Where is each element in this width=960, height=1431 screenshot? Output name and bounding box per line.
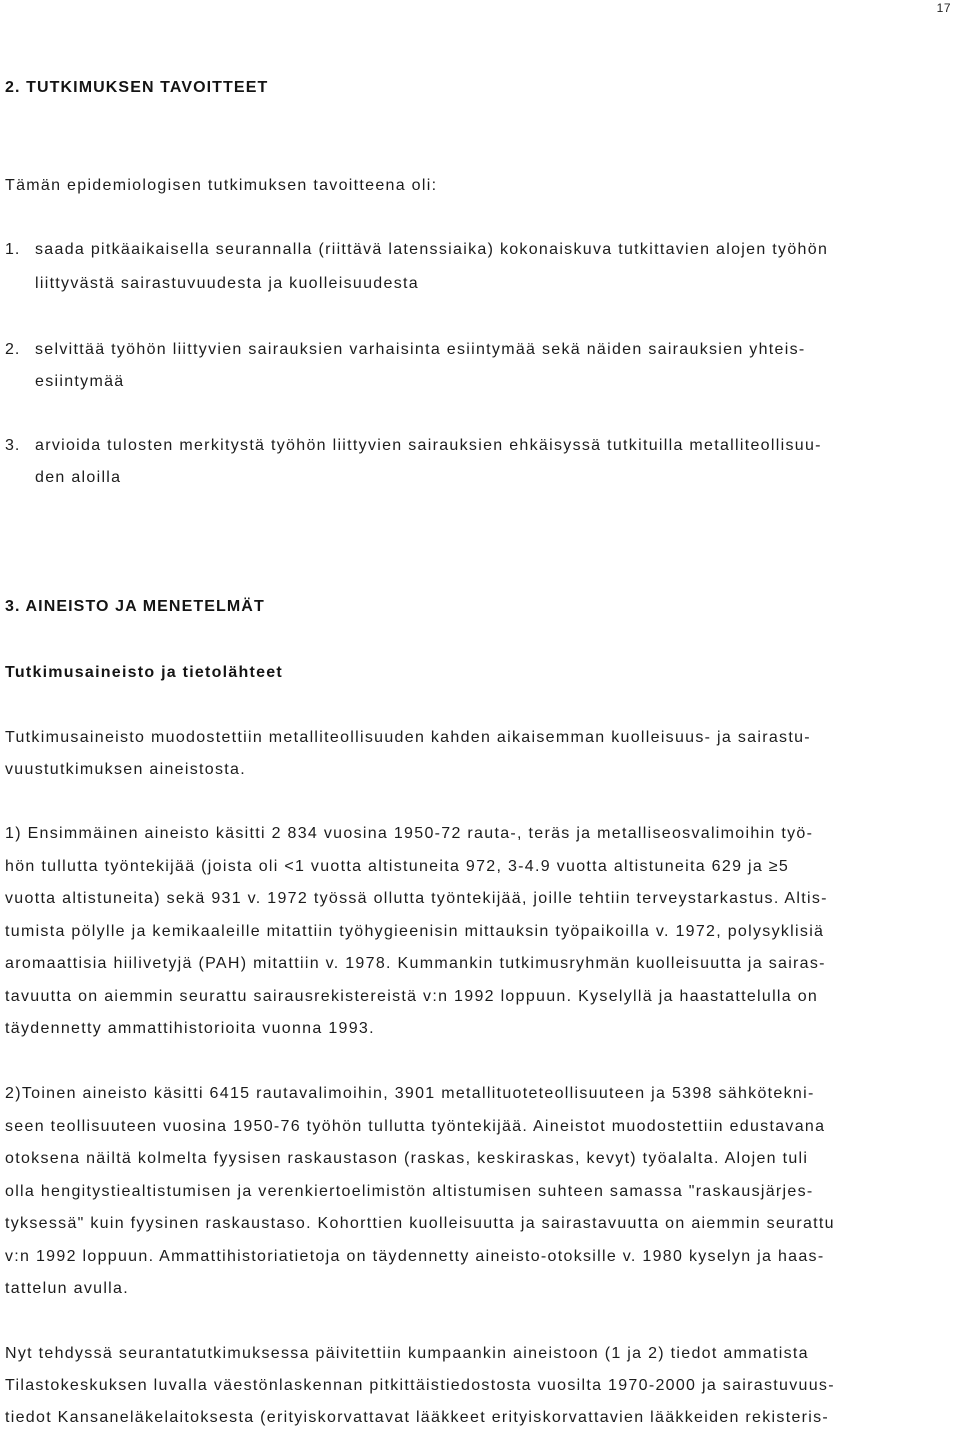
paragraph-line: tavuutta on aiemmin seurattu sairausrekistereistä v:n 1992 loppuun. Kyselyllä ja haastattelulla on: [5, 987, 819, 1005]
section-heading-materials-methods: 3. AINEISTO JA MENETELMÄT: [5, 598, 265, 615]
list-item-line: liittyvästä sairastuvuudesta ja kuolleisuudesta: [35, 275, 419, 292]
paragraph-line: tattelun avulla.: [5, 1280, 129, 1297]
paragraph: [5, 728, 811, 780]
list-item-line: den aloilla: [35, 469, 122, 486]
paragraph: [5, 1344, 835, 1428]
paragraph-line: hön tullutta työntekijää (joista oli <1 vuotta altistuneita 972, 3-4.9 vuotta altistuneita 629 ja ≥5: [5, 857, 790, 875]
objective-item: [5, 436, 822, 488]
paragraph-line: seen teollisuuteen vuosina 1950-76 työhön tullutta työntekijää. Aineistot muodostettiin edustavana: [5, 1117, 826, 1135]
list-number: 2.: [5, 341, 21, 358]
paragraph-line: täydennetty ammattihistorioita vuonna 1993.: [5, 1020, 375, 1037]
list-item-text: [35, 240, 828, 294]
list-item-line: selvittää työhön liittyvien sairauksien varhaisinta esiintymää sekä näiden sairauksien yhteis-: [35, 341, 806, 358]
list-number: 3.: [5, 437, 21, 454]
list-item-text: [35, 436, 822, 488]
list-item-line: esiintymää: [35, 373, 125, 390]
paragraph: [5, 1084, 835, 1299]
paragraph-line: vuotta altistuneita) sekä 931 v. 1972 työssä ollutta työntekijää, joille tehtiin terveystarkastus. Altis-: [5, 890, 828, 907]
list-number: 1.: [5, 241, 21, 258]
paragraph-line: 2)Toinen aineisto käsitti 6415 rautavalimoihin, 3901 metallituoteteollisuuteen ja 5398 sähkötekni-: [5, 1085, 815, 1102]
paragraph-line: tiedot Kansaneläkelaitoksesta (erityiskorvattavat lääkkeet erityiskorvattavien lääkkeiden rekisteris-: [5, 1409, 830, 1426]
objective-item: [5, 340, 806, 392]
paragraph-line: v:n 1992 loppuun. Ammattihistoriatietoja on täydennetty aineisto-otoksille v. 1980 kyselyn ja haas-: [5, 1247, 825, 1265]
list-item-line: saada pitkäaikaisella seurannalla (riittävä latenssiaika) kokonaiskuva tutkittavien alojen työhön: [35, 241, 829, 258]
paragraph-line: Tilastokeskuksen luvalla väestönlaskennan pitkittäistiedostosta vuosilta 1970-2000 ja sairastuvuus-: [5, 1377, 835, 1394]
objective-item: [5, 240, 828, 294]
paragraph-line: Nyt tehdyssä seurantatutkimuksessa päivitettiin kumpaankin aineistoon (1 ja 2) tiedot ammatista: [5, 1345, 809, 1362]
paragraph: [5, 824, 828, 1039]
subheading-data-sources: Tutkimusaineisto ja tietolähteet: [5, 664, 283, 681]
paragraph-line: vuustutkimuksen aineistosta.: [5, 761, 246, 778]
list-item-line: arvioida tulosten merkitystä työhön liittyvien sairauksien ehkäisyssä tutkituilla metalliteollisuu-: [35, 437, 822, 454]
page-number: 17: [936, 1, 951, 15]
paragraph-line: Tutkimusaineisto muodostettiin metalliteollisuuden kahden aikaisemman kuolleisuus- ja sairastu-: [5, 729, 811, 746]
objectives-intro: Tämän epidemiologisen tutkimuksen tavoitteena oli:: [5, 177, 438, 194]
paragraph-line: tyksessä" kuin fyysinen raskaustaso. Kohorttien kuolleisuutta ja sairastavuutta on aiemmin seurattu: [5, 1215, 835, 1232]
list-item-text: [35, 340, 806, 392]
paragraph-line: aromaattisia hiilivetyjä (PAH) mitattiin v. 1978. Kummankin tutkimusryhmän kuolleisuutta ja sairas-: [5, 955, 826, 972]
paragraph-line: otoksena näiltä kolmelta fyysisen raskaustason (raskas, keskiraskas, kevyt) työalalta. Alojen tuli: [5, 1150, 809, 1167]
paragraph-line: 1) Ensimmäinen aineisto käsitti 2 834 vuosina 1950-72 rauta-, teräs ja metalliseosvalimoihin työ-: [5, 825, 814, 842]
paragraph-line: tumista pölylle ja kemikaaleille mitattiin työhygieenisin mittauksin työpaikoilla v. 1972, polysyklisiä: [5, 922, 825, 940]
section-heading-objectives: 2. TUTKIMUKSEN TAVOITTEET: [5, 79, 269, 96]
paragraph-line: olla hengitystiealtistumisen ja verenkiertoelimistön altistumisen suhteen samassa "raskausjärjes-: [5, 1182, 814, 1200]
